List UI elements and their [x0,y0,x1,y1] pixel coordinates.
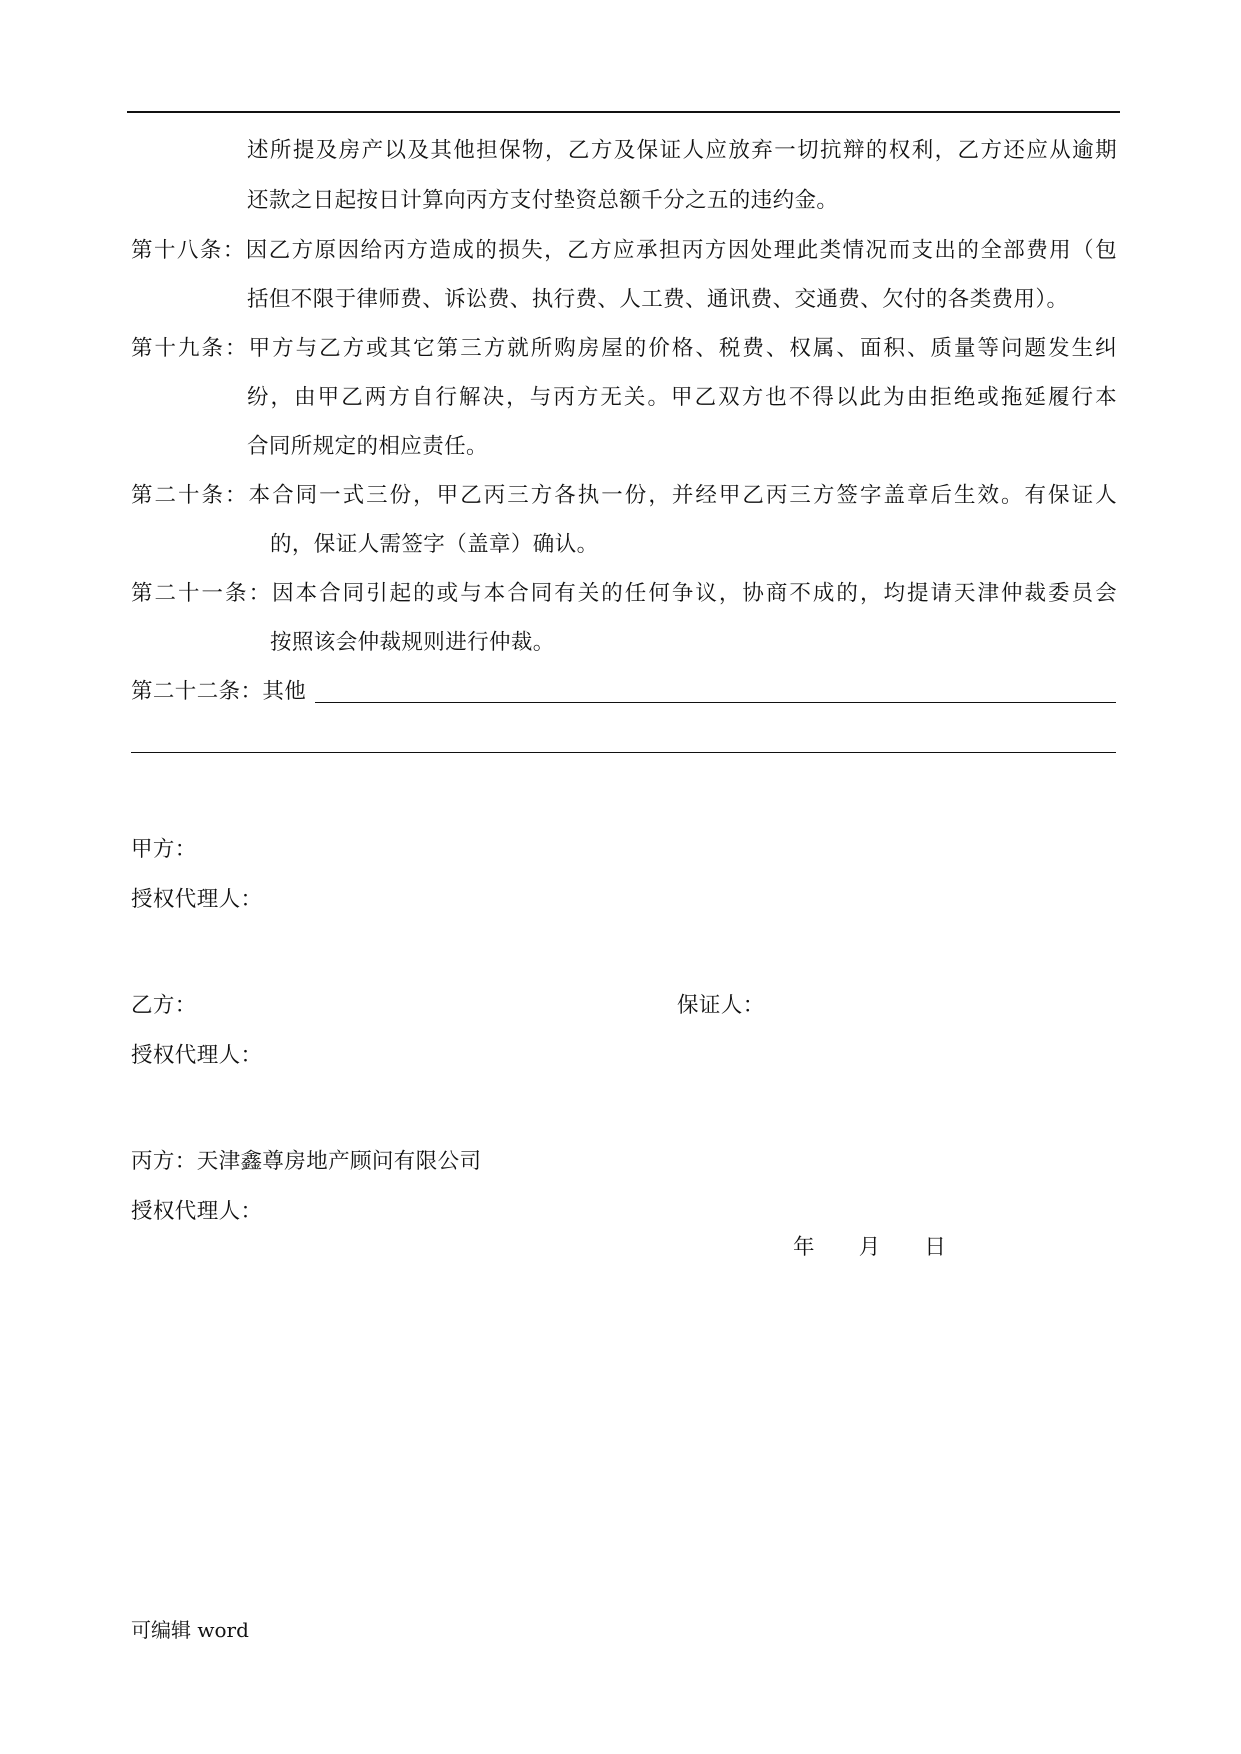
clause-21-line-1: 第二十一条：因本合同引起的或与本合同有关的任何争议，协商不成的，均提请天津仲裁委员会 [131,581,1117,606]
clause-18-line-1: 第十八条：因乙方原因给丙方造成的损失，乙方应承担丙方因处理此类情况而支出的全部费用（包 [131,238,1117,263]
party-a-agent-label: 授权代理人： [131,887,263,912]
clause-19-line-2: 纷，由甲乙两方自行解决，与丙方无关。甲乙双方也不得以此为由拒绝或拖延履行本 [247,385,1117,410]
clause-22-label: 第二十二条：其他 [131,679,307,704]
clause-20-line-1: 第二十条：本合同一式三份，甲乙丙三方各执一份，并经甲乙丙三方签字盖章后生效。有保证人 [131,483,1117,508]
party-b-label: 乙方： [131,993,197,1018]
guarantor-label: 保证人： [677,993,765,1018]
party-c-agent-label: 授权代理人： [131,1199,263,1224]
clause-20-line-2: 的，保证人需签字（盖章）确认。 [270,532,599,557]
clause-17-continuation-1: 述所提及房产以及其他担保物，乙方及保证人应放弃一切抗辩的权利，乙方还应从逾期 [247,138,1117,163]
header-rule [127,111,1120,113]
clause-22-blank-line-2 [131,752,1116,753]
party-c-label: 丙方：天津鑫尊房地产顾问有限公司 [131,1149,482,1174]
clause-22-blank-line-1 [315,702,1116,703]
clause-19-line-3: 合同所规定的相应责任。 [247,434,488,459]
clause-21-line-2: 按照该会仲裁规则进行仲裁。 [270,630,555,655]
signing-date: 年 月 日 [793,1235,947,1260]
footer-note: 可编辑 word [131,1618,249,1642]
party-b-agent-label: 授权代理人： [131,1043,263,1068]
clause-18-line-2: 括但不限于律师费、诉讼费、执行费、人工费、通讯费、交通费、欠付的各类费用）。 [247,287,1069,312]
clause-17-continuation-2: 还款之日起按日计算向丙方支付垫资总额千分之五的违约金。 [247,188,839,213]
clause-19-line-1: 第十九条：甲方与乙方或其它第三方就所购房屋的价格、税费、权属、面积、质量等问题发生纠 [131,336,1117,361]
party-a-label: 甲方： [131,837,197,862]
